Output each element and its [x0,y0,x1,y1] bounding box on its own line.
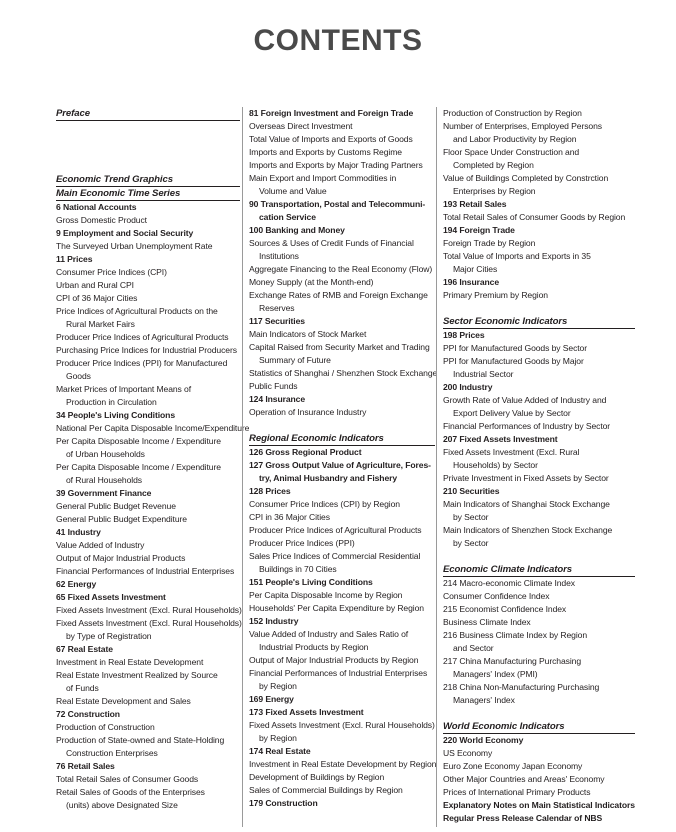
toc-entry: Fixed Assets Investment (Excl. Rural Households) [56,618,242,628]
toc-entry: Investment in Real Estate Development by Region [249,759,437,769]
toc-entry-continuation: Managers' Index [453,695,515,705]
toc-entry-continuation: and Labor Productivity by Region [453,134,577,144]
toc-entry: General Public Budget Revenue [56,501,176,511]
toc-column-1 [56,107,250,827]
toc-entry: Business Climate Index [443,617,531,627]
toc-spacer [443,707,635,720]
toc-entry-continuation: of Rural Households [66,475,142,485]
toc-entry: Real Estate Development and Sales [56,696,191,706]
toc-section-entry: 127 Gross Output Value of Agriculture, Fores- [249,460,431,470]
toc-entry: Production of State-owned and State-Holding [56,735,225,745]
toc-entry: Consumer Price Indices (CPI) [56,267,167,277]
toc-entry: Main Export and Import Commodities in [249,173,397,183]
toc-entry: Value Added of Industry [56,540,145,550]
toc-entry: National Per Capita Disposable Income/Expenditure [56,423,250,433]
toc-section-entry: 151 People's Living Conditions [249,577,373,587]
toc-entry: Prices of International Primary Products [443,787,591,797]
toc-group-heading: Main Economic Time Series [56,187,240,201]
toc-section-entry: 126 Gross Regional Product [249,447,362,457]
toc-entry: Per Capita Disposable Income / Expenditure [56,462,221,472]
toc-section-entry: 198 Prices [443,330,485,340]
toc-entry: Fixed Assets Investment (Excl. Rural [443,447,580,457]
toc-entry: Growth Rate of Value Added of Industry and [443,395,607,405]
toc-entry-continuation: by Sector [453,538,489,548]
toc-entry: General Public Budget Expenditure [56,514,187,524]
toc-entry: Sales of Commercial Buildings by Region [249,785,403,795]
toc-section-entry: Explanatory Notes on Main Statistical Indicators [443,800,635,810]
toc-entry: Overseas Direct Investment [249,121,353,131]
toc-section-entry: 220 World Economy [443,735,524,745]
toc-entry: 217 China Manufacturing Purchasing [443,656,582,666]
toc-section-entry: 90 Transportation, Postal and Telecommuni- [249,199,426,209]
toc-entry-continuation: Goods [66,371,91,381]
toc-entry: PPI for Manufactured Goods by Sector [443,343,588,353]
toc-entry-continuation: Rural Market Fairs [66,319,135,329]
toc-section-entry: 152 Industry [249,616,299,626]
toc-entry: Producer Price Indices (PPI) for Manufactured [56,358,228,368]
toc-section-entry: 196 Insurance [443,277,500,287]
toc-entry-continuation: Major Cities [453,264,498,274]
toc-entry: Statistics of Shanghai / Shenzhen Stock Exchange [249,368,438,378]
toc-entry: Capital Raised from Security Market and Trading [249,342,430,352]
toc-entry: Output of Major Industrial Products [56,553,186,563]
toc-entry: Total Value of Imports and Exports in 35 [443,251,591,261]
toc-section-entry: 193 Retail Sales [443,199,507,209]
toc-entry: Money Supply (at the Month-end) [249,277,374,287]
toc-entry: Sources & Uses of Credit Funds of Financial [249,238,414,248]
toc-entry: Sales Price Indices of Commercial Residential [249,551,421,561]
toc-entry: Exchange Rates of RMB and Foreign Exchange [249,290,428,300]
toc-section-entry: 81 Foreign Investment and Foreign Trade [249,108,414,118]
toc-entry: Price Indices of Agricultural Products on the [56,306,218,316]
toc-group-heading: Preface [56,107,240,121]
toc-entry: Fixed Assets Investment (Excl. Rural Households) [249,720,435,730]
toc-entry: Fixed Assets Investment (Excl. Rural Households) [56,605,242,615]
toc-entry-continuation: Institutions [259,251,299,261]
toc-entry: Value Added of Industry and Sales Ratio of [249,629,409,639]
toc-entry: Purchasing Price Indices for Industrial Producers [56,345,237,355]
toc-entry: Number of Enterprises, Employed Persons [443,121,602,131]
toc-entry: Aggregate Financing to the Real Economy (Flow) [249,264,433,274]
toc-entry: Imports and Exports by Major Trading Partners [249,160,423,170]
toc-entry-continuation: Volume and Value [259,186,327,196]
toc-spacer [443,550,635,563]
toc-entry: US Economy [443,748,493,758]
toc-section-entry: 210 Securities [443,486,500,496]
toc-entry-continuation: Buildings in 70 Cities [259,564,337,574]
toc-entry: Households' Per Capita Expenditure by Region [249,603,424,613]
toc-section-entry: 124 Insurance [249,394,306,404]
toc-entry: Foreign Trade by Region [443,238,536,248]
toc-group-heading: World Economic Indicators [443,720,635,734]
toc-entry: Producer Price Indices (PPI) [249,538,355,548]
toc-entry: Financial Performances of Industry by Sector [443,421,611,431]
toc-spacer [249,419,435,432]
toc-entry: Primary Premium by Region [443,290,548,300]
toc-entry-continuation: by Sector [453,512,489,522]
toc-entry: Total Retail Sales of Consumer Goods [56,774,199,784]
toc-entry: Total Value of Imports and Exports of Goods [249,134,413,144]
toc-section-entry: 62 Energy [56,579,97,589]
toc-entry: Real Estate Investment Realized by Source [56,670,218,680]
toc-column-2 [242,107,438,827]
toc-group-heading: Economic Climate Indicators [443,563,635,577]
toc-section-entry: 117 Securities [249,316,305,326]
toc-entry: Retail Sales of Goods of the Enterprises [56,787,205,797]
toc-section-entry: 34 People's Living Conditions [56,410,175,420]
toc-entry: 218 China Non-Manufacturing Purchasing [443,682,600,692]
toc-entry: Financial Performances of Industrial Enterprises [249,668,428,678]
toc-section-entry: 9 Employment and Social Security [56,228,194,238]
toc-entry-continuation: Managers' Index (PMI) [453,669,538,679]
toc-entry: Consumer Price Indices (CPI) by Region [249,499,400,509]
page-title: CONTENTS [253,24,423,57]
toc-spacer [56,147,240,160]
toc-section-entry: Regular Press Release Calendar of NBS [443,813,603,823]
toc-entry-continuation: Construction Enterprises [66,748,158,758]
toc-entry: CPI of 36 Major Cities [56,293,138,303]
toc-entry: Development of Buildings by Region [249,772,385,782]
toc-entry: Investment in Real Estate Development [56,657,204,667]
toc-column-3 [436,107,635,827]
toc-entry: Gross Domestic Product [56,215,147,225]
toc-section-entry: 169 Energy [249,694,294,704]
toc-entry-continuation: Industrial Sector [453,369,514,379]
toc-section-entry: 100 Banking and Money [249,225,345,235]
toc-entry: Per Capita Disposable Income by Region [249,590,403,600]
toc-entry-continuation: Completed by Region [453,160,534,170]
toc-spacer [443,302,635,315]
toc-entry-continuation: Export Delivery Value by Sector [453,408,571,418]
toc-entry-continuation: Summary of Future [259,355,331,365]
toc-entry: PPI for Manufactured Goods by Major [443,356,584,366]
toc-entry-continuation: by Type of Registration [66,631,152,641]
toc-entry: 215 Economist Confidence Index [443,604,567,614]
toc-section-entry: 11 Prices [56,254,93,264]
toc-group-heading: Sector Economic Indicators [443,315,635,329]
toc-entry-continuation: Households) by Sector [453,460,538,470]
toc-section-continuation: try, Animal Husbandry and Fishery [259,473,398,483]
toc-entry: The Surveyed Urban Unemployment Rate [56,241,213,251]
toc-entry-continuation: by Region [259,733,297,743]
toc-group-heading: Economic Trend Graphics [56,173,240,187]
toc-section-entry: 207 Fixed Assets Investment [443,434,558,444]
toc-entry-continuation: Enterprises by Region [453,186,536,196]
toc-entry: Main Indicators of Stock Market [249,329,367,339]
toc-section-entry: 39 Government Finance [56,488,152,498]
toc-spacer [56,134,240,147]
toc-spacer [56,160,240,173]
toc-section-entry: 6 National Accounts [56,202,137,212]
toc-entry-continuation: of Urban Households [66,449,145,459]
toc-section-entry: 179 Construction [249,798,318,808]
toc-entry-continuation: by Region [259,681,297,691]
toc-section-continuation: cation Service [259,212,316,222]
toc-entry: Main Indicators of Shanghai Stock Exchange [443,499,610,509]
toc-entry: Imports and Exports by Customs Regime [249,147,402,157]
toc-entry: Per Capita Disposable Income / Expenditure [56,436,221,446]
toc-entry: Production of Construction [56,722,155,732]
toc-entry: Output of Major Industrial Products by Region [249,655,419,665]
toc-section-entry: 65 Fixed Assets Investment [56,592,166,602]
toc-section-entry: 173 Fixed Assets Investment [249,707,364,717]
toc-entry: Floor Space Under Construction and [443,147,580,157]
toc-entry: Financial Performances of Industrial Enterprises [56,566,235,576]
toc-entry: CPI in 36 Major Cities [249,512,330,522]
toc-section-entry: 174 Real Estate [249,746,311,756]
toc-entry: Euro Zone Economy Japan Economy [443,761,583,771]
toc-entry: Producer Price Indices of Agricultural Products [249,525,422,535]
toc-entry: Other Major Countries and Areas' Economy [443,774,605,784]
toc-entry-continuation: Reserves [259,303,295,313]
toc-entry-continuation: (units) above Designated Size [66,800,178,810]
toc-entry: Operation of Insurance Industry [249,407,367,417]
toc-section-entry: 128 Prices [249,486,291,496]
toc-entry: Production of Construction by Region [443,108,582,118]
toc-entry: Total Retail Sales of Consumer Goods by Region [443,212,626,222]
toc-entry: Consumer Confidence Index [443,591,550,601]
toc-section-entry: 67 Real Estate [56,644,113,654]
toc-entry: 214 Macro-economic Climate Index [443,578,575,588]
toc-entry: Market Prices of Important Means of [56,384,192,394]
toc-entry-continuation: Production in Circulation [66,397,157,407]
toc-group-heading: Regional Economic Indicators [249,432,435,446]
toc-entry-continuation: and Sector [453,643,494,653]
toc-entry-continuation: Industrial Products by Region [259,642,369,652]
toc-entry: Public Funds [249,381,298,391]
toc-entry: Main Indicators of Shenzhen Stock Exchange [443,525,613,535]
toc-section-entry: 200 Industry [443,382,493,392]
toc-entry: 216 Business Climate Index by Region [443,630,588,640]
toc-spacer [56,121,240,134]
toc-section-entry: 72 Construction [56,709,120,719]
toc-entry: Producer Price Indices of Agricultural Products [56,332,229,342]
toc-entry: Value of Buildings Completed by Constrction [443,173,609,183]
toc-section-entry: 194 Foreign Trade [443,225,515,235]
toc-section-entry: 41 Industry [56,527,101,537]
toc-entry: Private Investment in Fixed Assets by Sector [443,473,609,483]
toc-entry: Urban and Rural CPI [56,280,134,290]
toc-entry-continuation: of Funds [66,683,99,693]
toc-section-entry: 76 Retail Sales [56,761,115,771]
